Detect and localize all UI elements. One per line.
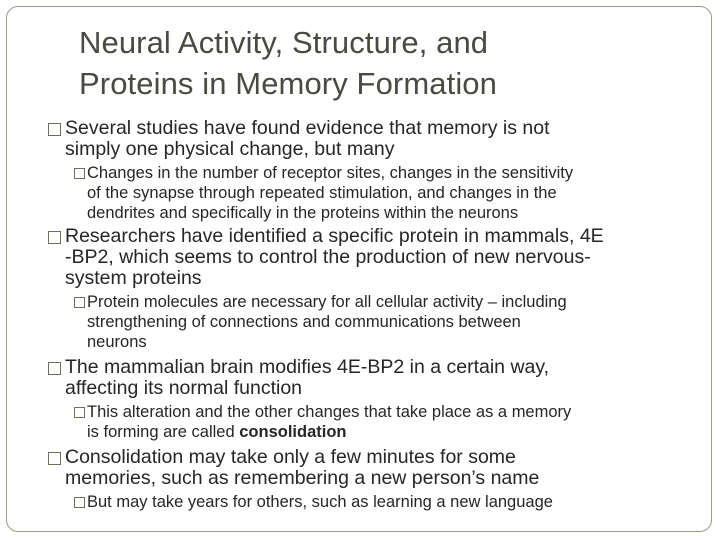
bullet-line: Protein molecules are necessary for all cellular activity – including (87, 293, 567, 311)
bullet-box-icon (48, 452, 61, 465)
bullet-line: But may take years for others, such as learning a new language (87, 493, 553, 511)
bullet-line: neurons (87, 333, 147, 351)
bullet-box-icon (74, 168, 85, 179)
bullet-line: dendrites and specifically in the proteins within the neurons (87, 204, 519, 222)
bullet-line (87, 422, 571, 442)
bullet-line: Consolidation may take only a few minutes for some (65, 446, 516, 468)
title-line: Proteins in Memory Formation (79, 66, 497, 101)
bullet-line: affecting its normal function (65, 377, 303, 399)
bullet-box-icon (74, 407, 85, 418)
title-line: Neural Activity, Structure, and (79, 25, 489, 60)
bullet-2 (65, 226, 604, 289)
sub-bullet-2-1 (87, 292, 567, 352)
bullet-line: memories, such as remembering a new person’s name (65, 467, 540, 489)
bullet-line: Several studies have found evidence that memory is not (65, 117, 550, 139)
bullet-line: This alteration and the other changes that take place as a memory (87, 403, 572, 421)
sub-bullet-1-1 (87, 163, 573, 223)
bullet-line: Changes in the number of receptor sites, changes in the sensitivity (87, 164, 574, 182)
bullet-box-icon (74, 497, 85, 508)
sub-bullet-4-1 (87, 492, 553, 512)
bullet-line: system proteins (65, 267, 202, 289)
bullet-box-icon (48, 123, 61, 136)
bullet-line: Researchers have identified a specific protein in mammals, 4E (65, 225, 604, 247)
bullet-line: The mammalian brain modifies 4E-BP2 in a certain way, (65, 356, 550, 378)
bullet-line: -BP2, which seems to control the production of new nervous- (65, 246, 591, 268)
bullet-line: simply one physical change, but many (65, 138, 395, 160)
bullet-box-icon (48, 231, 61, 244)
bullet-line: strengthening of connections and communications between (87, 313, 521, 331)
bullet-box-icon (48, 362, 61, 375)
bullet-box-icon (74, 297, 85, 308)
consolidation-term: consolidation (239, 423, 347, 441)
bullet-text: is forming are called (87, 423, 240, 441)
bullet-3 (65, 357, 549, 399)
sub-bullet-3-1 (87, 402, 571, 442)
bullet-line: of the synapse through repeated stimulation, and changes in the (87, 184, 557, 202)
bullet-4 (65, 447, 539, 489)
bullet-1 (65, 118, 550, 160)
